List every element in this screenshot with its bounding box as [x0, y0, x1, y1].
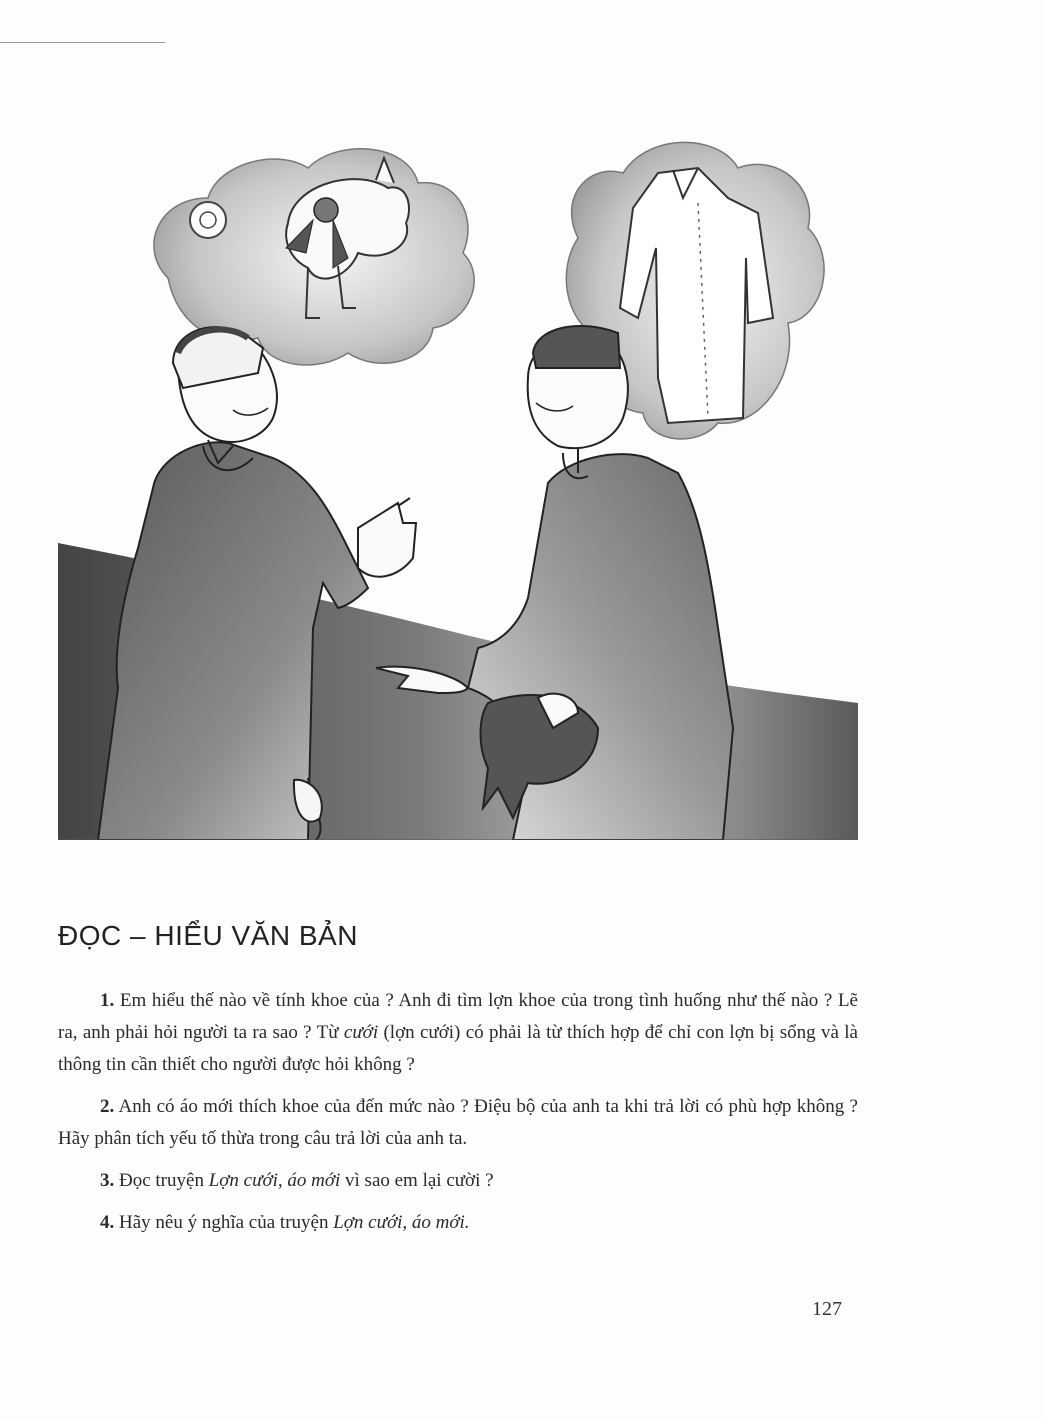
question-list	[58, 985, 858, 1239]
question-text: Em hiểu thế nào về tính khoe của ? Anh đi tìm lợn khoe của trong tình huống như thế nào ? Lẽ ra, anh phải hỏi người ta ra sao ? Từ	[58, 990, 858, 1043]
question-italic-title: Lợn cưới, áo mới	[208, 1170, 341, 1191]
question-text: Anh có áo mới thích khoe của đến mức nào ? Điệu bộ của anh ta khi trả lời có phù hợp không ? Hãy phân tích yếu tố thừa trong câu trả lời của anh ta.	[58, 1096, 858, 1149]
question-number: 4.	[100, 1212, 115, 1233]
question-4	[58, 1207, 858, 1239]
page-number: 127	[812, 1298, 842, 1320]
question-text: (lợn cưới) có phải là từ thích hợp để chỉ con lợn bị sổng và là thông tin cần thiết cho người được hỏi không ?	[58, 1022, 858, 1075]
question-1	[58, 985, 858, 1081]
question-text: vì sao em lại cười ?	[340, 1170, 494, 1191]
illustration	[58, 128, 858, 840]
question-text: Hãy nêu ý nghĩa của truyện	[114, 1212, 334, 1233]
question-2	[58, 1091, 858, 1155]
question-italic-term: cưới	[343, 1022, 379, 1043]
question-3	[58, 1165, 858, 1197]
question-number: 2.	[100, 1096, 115, 1117]
top-rule	[0, 42, 165, 43]
question-number: 3.	[100, 1170, 115, 1191]
question-number: 1.	[100, 990, 115, 1011]
question-text: Đọc truyện	[114, 1170, 209, 1191]
section-heading: ĐỌC – HIỂU VĂN BẢN	[58, 920, 358, 951]
question-italic-title: Lợn cưới, áo mới.	[333, 1212, 470, 1233]
